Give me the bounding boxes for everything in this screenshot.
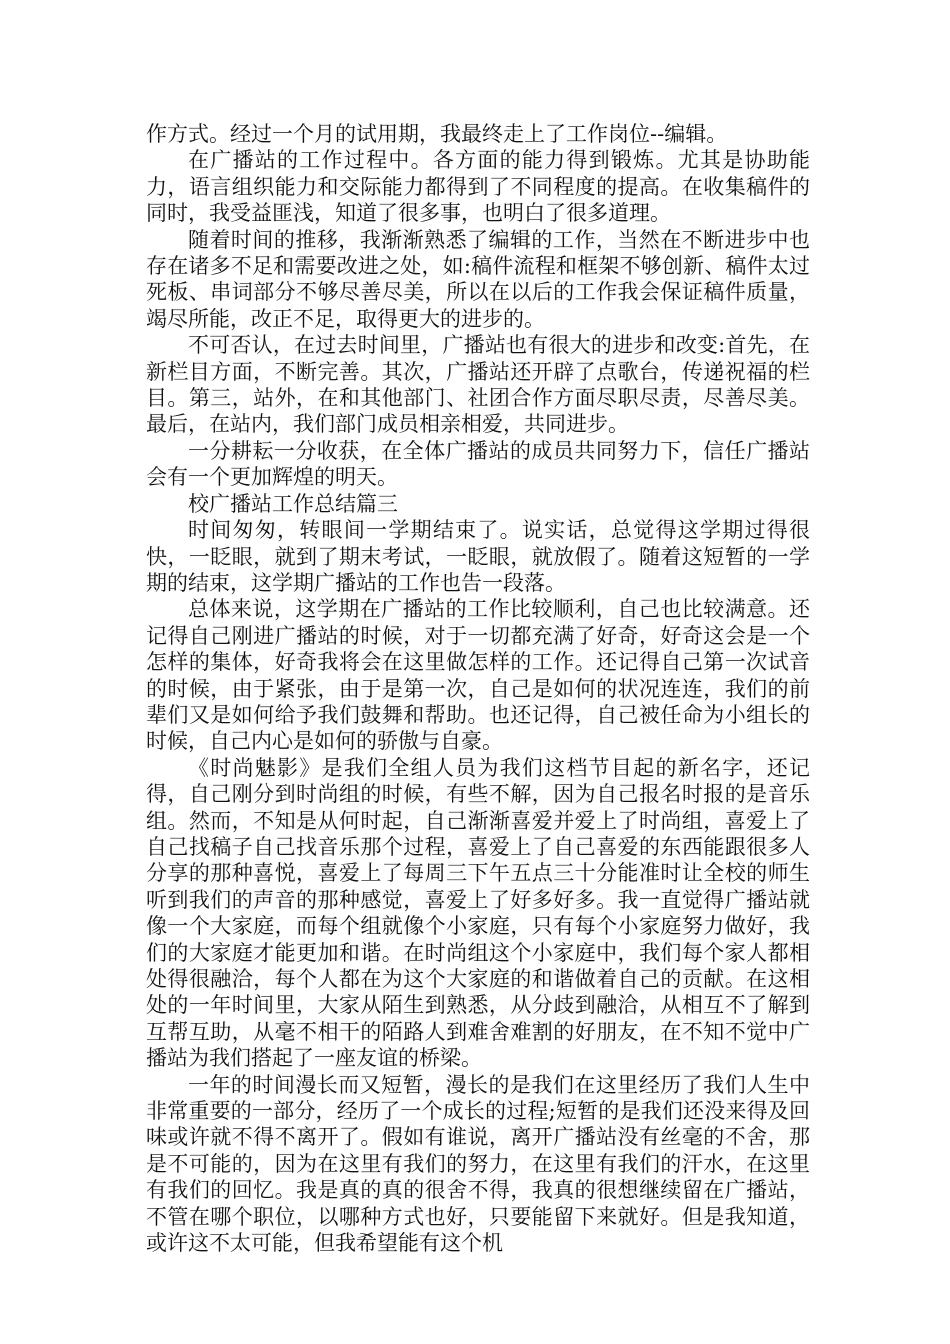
paragraph-1: 作方式。经过一个月的试用期，我最终走上了工作岗位--编辑。 <box>146 122 728 146</box>
document-page <box>146 121 810 1256</box>
paragraph-7: 时间匆匆，转眼间一学期结束了。说实话，总觉得这学期过得很快，一眨眼，就到了期末考试，一眨眼，就放假了。随着这短暂的一学期的结束，这学期广播站的工作也告一段落。 <box>146 518 810 595</box>
paragraph-5: 一分耕耘一分收获，在全体广播站的成员共同努力下，信任广播站会有一个更加辉煌的明天。 <box>146 438 810 490</box>
paragraph-8: 总体来说，这学期在广播站的工作比较顺利，自己也比较满意。还记得自己刚进广播站的时候，对于一切都充满了好奇，好奇这会是一个怎样的集体，好奇我将会在这里做怎样的工作。还记得自己第一次试音的时候，由于紧张，由于是第一次，自己是如何的状况连连，我们的前辈们又是如何给予我们鼓舞和帮助。也还记得，自己被任命为小组长的时候，自己内心是如何的骄傲与自豪。 <box>146 597 810 754</box>
section-heading: 校广播站工作总结篇三 <box>188 491 398 516</box>
paragraph-10: 一年的时间漫长而又短暂，漫长的是我们在这里经历了我们人生中非常重要的一部分，经历了一个成长的过程;短暂的是我们还没来得及回味或许就不得不离开了。假如有谁说，离开广播站没有丝毫的不舍，那是不可能的，因为在这里有我们的努力，在这里有我们的汗水，在这里有我们的回忆。我是真的真的很舍不得，我真的很想继续留在广播站，不管在哪个职位，以哪种方式也好，只要能留下来就好。但是我知道，或许这不太可能，但我希望能有这个机 <box>146 1072 810 1256</box>
paragraph-2: 在广播站的工作过程中。各方面的能力得到锻炼。尤其是协助能力，语言组织能力和交际能力都得到了不同程度的提高。在收集稿件的同时，我受益匪浅，知道了很多事，也明白了很多道理。 <box>146 148 810 226</box>
paragraph-4: 不可否认，在过去时间里，广播站也有很大的进步和改变:首先，在新栏目方面，不断完善。其次，广播站还开辟了点歌台，传递祝福的栏目。第三，站外，在和其他部门、社团合作方面尽职尽责，尽善尽美。最后，在站内，我们部门成员相亲相爱，共同进步。 <box>146 333 810 437</box>
paragraph-9: 《时尚魅影》是我们全组人员为我们这档节目起的新名字，还记得，自己刚分到时尚组的时候，有些不解，因为自己报名时报的是音乐组。然而，不知是从何时起，自己渐渐喜爱并爱上了时尚组，喜爱上了自己找稿子自己找音乐那个过程，喜爱上了自己喜爱的东西能跟很多人分享的那种喜悦，喜爱上了每周三下午五点三十分能准时让全校的师生听到我们的声音的那种感觉，喜爱上了好多好多。我一直觉得广播站就像一个大家庭，而每个组就像个小家庭，只有每个小家庭努力做好，我们的大家庭才能更加和谐。在时尚组这个小家庭中，我们每个家人都相处得很融洽，每个人都在为这个大家庭的和谐做着自己的贡献。在这相处的一年时间里，大家从陌生到熟悉，从分歧到融洽，从相互不了解到互帮互助，从毫不相干的陌路人到难舍难割的好朋友，在不知不觉中广播站为我们搭起了一座友谊的桥梁。 <box>146 755 810 1071</box>
paragraph-3: 随着时间的推移，我渐渐熟悉了编辑的工作，当然在不断进步中也存在诸多不足和需要改进之处，如:稿件流程和框架不够创新、稿件太过死板、串词部分不够尽善尽美，所以在以后的工作我会保证稿件质量，竭尽所能，改正不足，取得更大的进步的。 <box>146 227 810 331</box>
